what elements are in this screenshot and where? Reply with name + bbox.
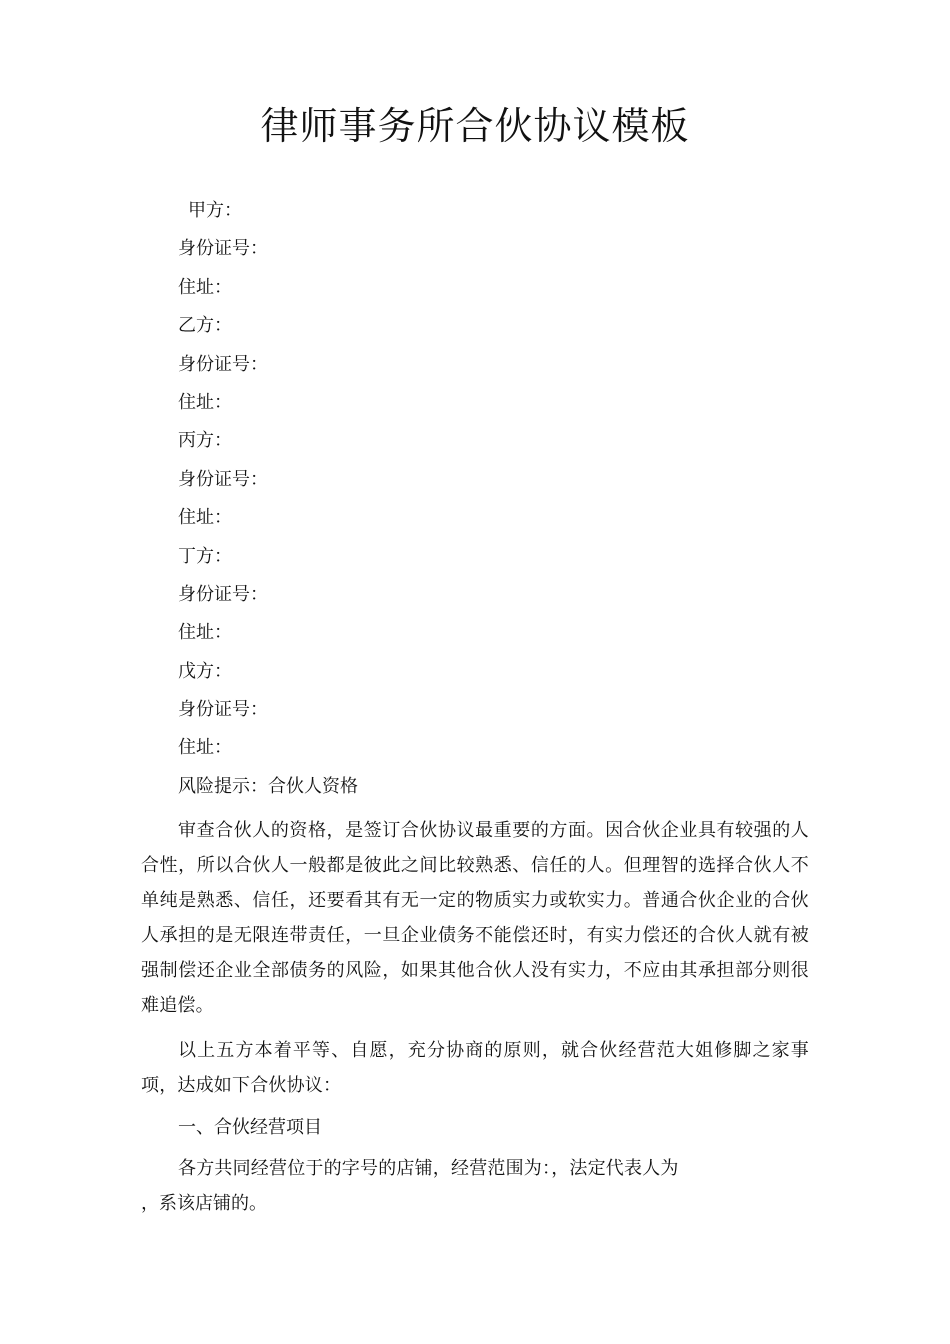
document-body bbox=[141, 775, 809, 1221]
party-a-id-label: 身份证号： bbox=[178, 238, 268, 260]
party-e-label: 戊方： bbox=[178, 660, 232, 682]
party-c-label: 丙方： bbox=[178, 430, 232, 452]
intro-paragraph: 以上五方本着平等、自愿，充分协商的原则，就合伙经营范大姐修脚之家事项，达成如下合伙协议： bbox=[141, 1040, 809, 1096]
party-e-address-label: 住址： bbox=[178, 737, 232, 759]
party-b-label: 乙方： bbox=[178, 315, 232, 337]
party-d-id-label: 身份证号： bbox=[178, 583, 268, 605]
party-e-id-label: 身份证号： bbox=[178, 699, 268, 721]
party-a-label: 甲方： bbox=[188, 200, 242, 221]
party-d-label: 丁方： bbox=[178, 545, 232, 567]
risk-notice-label: 风险提示：合伙人资格 bbox=[178, 776, 358, 797]
section-1-paragraph-line-2: ，系该店铺的。 bbox=[141, 1193, 267, 1214]
party-c-address-label: 住址： bbox=[178, 507, 232, 529]
section-heading-business-project: 一、合伙经营项目 bbox=[178, 1117, 322, 1138]
document-title: 律师事务所合伙协议模板 bbox=[260, 104, 690, 148]
party-b-address-label: 住址： bbox=[178, 391, 232, 413]
party-fields bbox=[178, 196, 818, 772]
section-1-paragraph-line-1: 各方共同经营位于的字号的店铺，经营范围为：，法定代表人为 bbox=[178, 1158, 679, 1179]
risk-notice-paragraph: 审查合伙人的资格，是签订合伙协议最重要的方面。因合伙企业具有较强的人合性，所以合伙人一般都是彼此之间比较熟悉、信任的人。但理智的选择合伙人不单纯是熟悉、信任，还要看其有无一定的物质实力或软实力。普通合伙企业的合伙人承担的是无限连带责任，一旦企业债务不能偿还时，有实力偿还的合伙人就有被强制偿还企业全部债务的风险，如果其他合伙人没有实力，不应由其承担部分则很难追偿。 bbox=[141, 820, 809, 1016]
party-c-id-label: 身份证号： bbox=[178, 468, 268, 490]
party-d-address-label: 住址： bbox=[178, 622, 232, 644]
party-b-id-label: 身份证号： bbox=[178, 353, 268, 375]
party-a-address-label: 住址： bbox=[178, 276, 232, 298]
